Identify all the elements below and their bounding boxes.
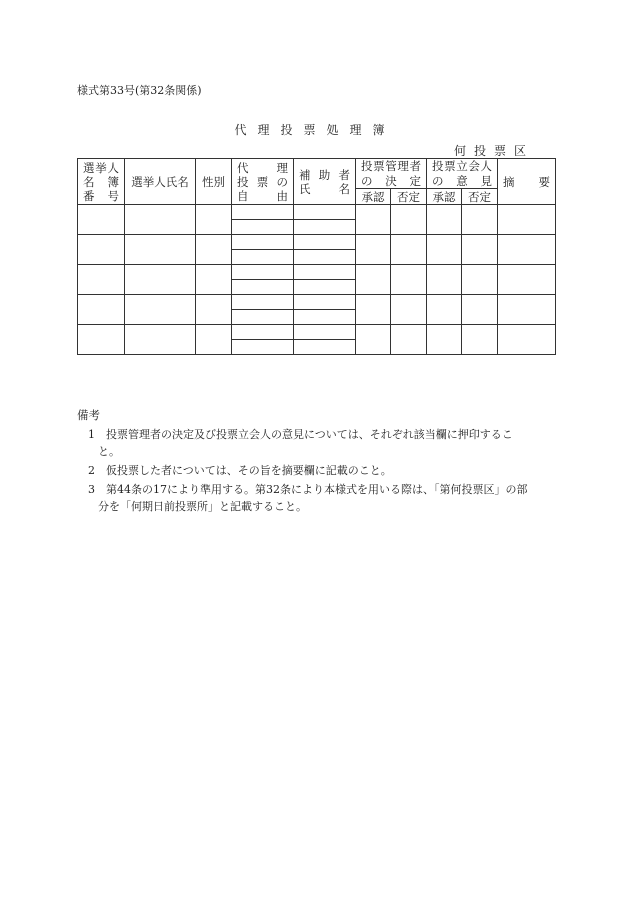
col-voter-number-line: 番 号: [83, 188, 119, 203]
table-row: [78, 295, 556, 310]
cell-assistant[interactable]: [294, 235, 356, 250]
note-continuation: 分を「何期日前投票所」と記載すること。: [98, 500, 307, 513]
cell-remarks[interactable]: [498, 205, 556, 235]
cell-witness-deny[interactable]: [462, 205, 498, 235]
cell-remarks[interactable]: [498, 325, 556, 355]
col-proxy-reason-line: 投 票 の: [237, 174, 288, 189]
cell-assistant[interactable]: [294, 325, 356, 340]
cell-proxy-reason[interactable]: [232, 250, 294, 265]
col-voter-number-line: 選挙人: [83, 160, 119, 175]
cell-assistant[interactable]: [294, 265, 356, 280]
cell-voter-name[interactable]: [125, 325, 196, 355]
cell-manager-approve[interactable]: [356, 325, 391, 355]
col-witness-opinion-line-2: [427, 174, 498, 189]
note-number: 3: [88, 483, 95, 496]
cell-voter-number[interactable]: [78, 235, 125, 265]
col-manager-decision-line-2: [356, 174, 427, 189]
note-text: 仮投票した者については、その旨を摘要欄に記載のこと。: [106, 464, 392, 477]
cell-voter-name[interactable]: [125, 295, 196, 325]
cell-witness-deny[interactable]: [462, 295, 498, 325]
note-text: 投票管理者の決定及び投票立会人の意見については、それぞれ該当欄に押印するこ: [106, 428, 513, 441]
col-proxy-reason: [232, 159, 294, 205]
col-manager-decision: [356, 159, 427, 174]
col-voter-number: [78, 159, 125, 205]
header-row: [78, 159, 556, 174]
col-gender: 性別: [196, 159, 232, 205]
cell-proxy-reason[interactable]: [232, 340, 294, 355]
cell-proxy-reason[interactable]: [232, 295, 294, 310]
note-continuation: と。: [98, 445, 120, 458]
cell-witness-deny[interactable]: [462, 235, 498, 265]
cell-proxy-reason[interactable]: [232, 235, 294, 250]
table-row: [78, 265, 556, 280]
cell-assistant[interactable]: [294, 340, 356, 355]
table-row: [78, 205, 556, 220]
cell-witness-approve[interactable]: [427, 205, 462, 235]
col-remarks: 摘 要: [498, 159, 556, 205]
col-assistant: [294, 159, 356, 205]
form-number: 様式第33号(第32条関係): [77, 84, 202, 97]
cell-manager-approve[interactable]: [356, 295, 391, 325]
notes-title: 備考: [77, 408, 100, 422]
cell-witness-approve[interactable]: [427, 265, 462, 295]
col-manager-decision-line: 投票管理者: [361, 159, 421, 174]
cell-assistant[interactable]: [294, 205, 356, 220]
cell-proxy-reason[interactable]: [232, 325, 294, 340]
col-voter-name: 選挙人氏名: [125, 159, 196, 205]
cell-manager-deny[interactable]: [391, 265, 427, 295]
col-voter-number-line: 名 簿: [83, 174, 119, 189]
cell-proxy-reason[interactable]: [232, 280, 294, 295]
col-witness-opinion: [427, 159, 498, 174]
cell-voter-name[interactable]: [125, 235, 196, 265]
proxy-voting-table: [77, 158, 556, 355]
cell-assistant[interactable]: [294, 220, 356, 235]
cell-witness-deny[interactable]: [462, 325, 498, 355]
cell-witness-approve[interactable]: [427, 325, 462, 355]
cell-manager-approve[interactable]: [356, 205, 391, 235]
note-item: [88, 462, 558, 479]
cell-manager-deny[interactable]: [391, 235, 427, 265]
cell-gender[interactable]: [196, 325, 232, 355]
cell-proxy-reason[interactable]: [232, 205, 294, 220]
col-manager-approve: 承認: [356, 189, 391, 205]
cell-proxy-reason[interactable]: [232, 220, 294, 235]
cell-remarks[interactable]: [498, 235, 556, 265]
col-witness-deny: 否定: [462, 189, 498, 205]
note-item: [88, 481, 558, 515]
cell-manager-deny[interactable]: [391, 295, 427, 325]
cell-gender[interactable]: [196, 205, 232, 235]
col-assistant-line: 氏 名: [299, 181, 350, 196]
cell-assistant[interactable]: [294, 295, 356, 310]
cell-witness-deny[interactable]: [462, 265, 498, 295]
cell-voter-number[interactable]: [78, 205, 125, 235]
cell-gender[interactable]: [196, 235, 232, 265]
cell-manager-deny[interactable]: [391, 325, 427, 355]
cell-voter-number[interactable]: [78, 265, 125, 295]
cell-manager-deny[interactable]: [391, 205, 427, 235]
col-manager-deny: 否定: [391, 189, 427, 205]
cell-voter-number[interactable]: [78, 295, 125, 325]
note-number: 1: [88, 428, 95, 441]
col-witness-approve: 承認: [427, 189, 462, 205]
cell-gender[interactable]: [196, 295, 232, 325]
cell-assistant[interactable]: [294, 250, 356, 265]
col-witness-opinion-line: 投票立会人: [432, 159, 492, 174]
cell-witness-approve[interactable]: [427, 295, 462, 325]
cell-proxy-reason[interactable]: [232, 310, 294, 325]
note-text: 第44条の17により準用する。第32条により本様式を用いる際は、「第何投票区」の部: [106, 483, 528, 496]
district-label: 何投票区: [453, 144, 534, 158]
cell-manager-approve[interactable]: [356, 265, 391, 295]
cell-voter-number[interactable]: [78, 325, 125, 355]
cell-remarks[interactable]: [498, 295, 556, 325]
col-proxy-reason-line: 自 由: [237, 188, 288, 203]
col-proxy-reason-line: 代 理: [237, 160, 288, 175]
cell-proxy-reason[interactable]: [232, 265, 294, 280]
cell-voter-name[interactable]: [125, 265, 196, 295]
table-row: [78, 325, 556, 340]
cell-gender[interactable]: [196, 265, 232, 295]
cell-remarks[interactable]: [498, 265, 556, 295]
col-manager-decision-line: の 決 定: [361, 173, 421, 188]
cell-witness-approve[interactable]: [427, 235, 462, 265]
col-assistant-line: 補 助 者: [299, 167, 350, 182]
note-number: 2: [88, 464, 95, 477]
cell-voter-name[interactable]: [125, 205, 196, 235]
cell-assistant[interactable]: [294, 310, 356, 325]
document-title: 代理投票処理簿: [234, 123, 396, 137]
cell-assistant[interactable]: [294, 280, 356, 295]
note-item: [88, 426, 558, 460]
col-witness-opinion-line: の 意 見: [432, 173, 492, 188]
table-row: [78, 235, 556, 250]
cell-manager-approve[interactable]: [356, 235, 391, 265]
